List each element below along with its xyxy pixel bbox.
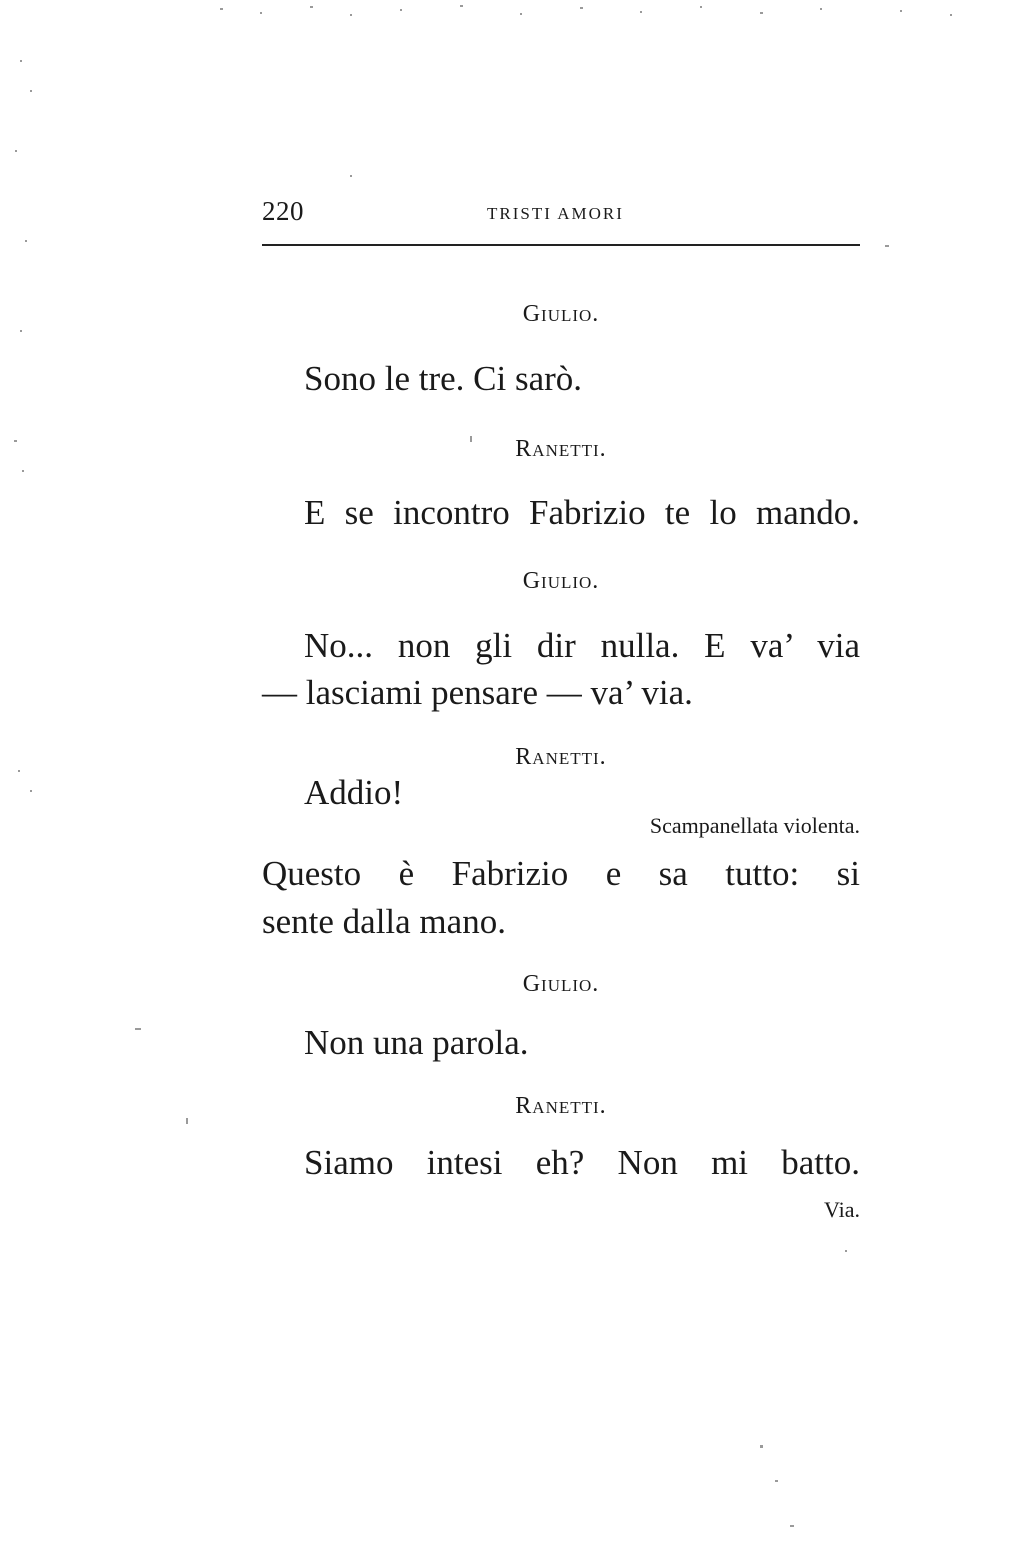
- dialogue-line: Sono le tre. Ci sarò.: [304, 359, 583, 398]
- speaker-label: Ranetti.: [515, 744, 607, 770]
- speaker-label: Giulio.: [522, 568, 600, 594]
- running-header: [262, 196, 860, 232]
- stage-direction: Via.: [824, 1197, 860, 1222]
- speaker-label: Giulio.: [522, 971, 600, 997]
- dialogue-line: — lasciami pensare — va’ via.: [262, 673, 693, 712]
- dialogue-line: Siamo intesi eh? Non mi batto.: [304, 1143, 860, 1182]
- speaker-label: Ranetti.: [515, 436, 607, 462]
- dialogue-line: Non una parola.: [304, 1023, 529, 1062]
- stage-direction: Scampanellata violenta.: [649, 813, 860, 838]
- dialogue-line: No... non gli dir nulla. E va’ via: [304, 626, 860, 665]
- header-rule: [262, 244, 860, 246]
- dialogue-line: Addio!: [304, 773, 404, 812]
- running-title: TRISTI AMORI: [487, 204, 624, 223]
- speaker-label: Ranetti.: [515, 1093, 607, 1119]
- page-number: 220: [262, 196, 304, 226]
- dialogue-line: sente dalla mano.: [262, 902, 506, 941]
- dialogue-line: E se incontro Fabrizio te lo mando.: [304, 493, 860, 532]
- speaker-label: Giulio.: [522, 301, 600, 327]
- dialogue-line: Questo è Fabrizio e sa tutto: si: [262, 854, 860, 893]
